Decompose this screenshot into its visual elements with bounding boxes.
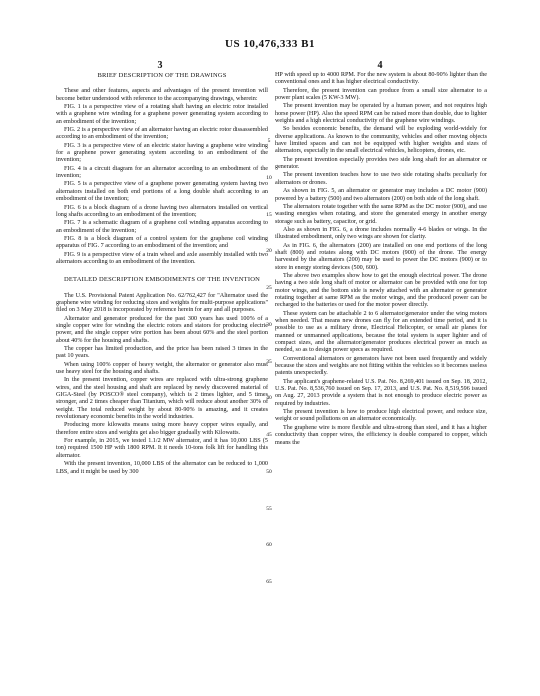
figure-description: FIG. 8 is a block diagram of a control system for the graphene coil winding apparatus of FIG. 7 according to an embodiment of the invention; and: [56, 235, 268, 250]
figure-description: FIG. 5 is a perspective view of a graphene power generating system having two alternators installed on both end portions of a long double shaft according to an embodiment of the invention;: [56, 181, 268, 203]
section-heading-drawings: BRIEF DESCRIPTION OF THE DRAWINGS: [97, 72, 227, 79]
line-number: 55: [266, 506, 272, 512]
paragraph: The alternators rotate together with the same RPM as the DC motor (900), and use wasting energies when rotating, and store the generated energy in another energy storage such as battery, capacitor, or grid.: [275, 203, 487, 225]
paragraph: The present invention teaches how to use two side rotating shafts peculiarly for alternators or drones.: [275, 172, 487, 186]
paragraph: Producing more kilowatts means using more heavy copper wires equally, and therefore entire sizes and weights get also bigger gradually with Kilowatts.: [56, 422, 268, 436]
line-number: 30: [266, 322, 272, 328]
figure-description: FIG. 7 is a schematic diagram of a graphene coil winding apparatus according to an embodiment of the invention;: [56, 220, 268, 234]
line-number: 50: [266, 469, 272, 475]
patent-number: US 10,476,333 B1: [225, 38, 315, 50]
paragraph: The graphene wire is more flexible and ultra-strong than steel, and it has a higher conductivity than copper wires, the efficiency is double compared to copper, which means the: [275, 424, 487, 446]
line-number: 25: [266, 285, 272, 291]
section-heading-detailed: DETAILED DESCRIPTION EMBODIMENTS OF THE INVENTION: [63, 276, 261, 284]
paragraph: The present invention may be operated by a human power, and not requires high horse power (HP). Also the speed RPM can be raised more than double, due to lighter weights and a high electrical conductivity of the graphene wire windings.: [275, 103, 487, 125]
left-column: [56, 72, 268, 477]
paragraph: In the present invention, copper wires are replaced with ultra-strong graphene wires, and the steel housing and shaft are replaced by newly discovered material of GIGA-Steel (by POSCO® steel company), which is 2 times lighter, and 5 times stronger, and 2 times cheaper than Titanium, which will reduce about another 30% of weight. The total reduced weight by about 80-90% is amazing, and it creates revolutionary economic benefits in the world industries.: [56, 377, 268, 421]
figure-description: FIG. 3 is a perspective view of an electric stator having a graphene wire winding for a graphene power generating system according to an embodiment of the invention;: [56, 142, 268, 164]
column-number-left: 3: [157, 60, 163, 71]
line-number: 45: [266, 432, 272, 438]
column-number-right: 4: [377, 60, 383, 71]
paragraph: As in FIG. 6, the alternators (200) are installed on one end portions of the long shaft (800) and rotates along with DC motors (900) of the drone. The energy harvested by the alternators (200) may be used to power the DC motors (900) or to store in energy storing devices (500, 600).: [275, 242, 487, 271]
paragraph: The copper has limited production, and the price has been raised 3 times in the past 10 years.: [56, 346, 268, 360]
line-number: 10: [266, 175, 272, 181]
line-number: 5: [267, 138, 271, 144]
line-number: 65: [266, 579, 272, 585]
figure-description: FIG. 6 is a block diagram of a drone having two alternators installed on vertical long shafts according to an embodiment of the invention;: [56, 204, 268, 218]
paragraph: With the present invention, 10,000 LBS of the alternator can be reduced to 1,000 LBS, and it might be used by 300: [56, 461, 268, 475]
line-number: 15: [266, 212, 272, 218]
paragraph: Conventional alternators or generators have not been used frequently and widely because the sizes and weights are not fitting within the vehicles so it becomes useless patents unexpectedly.: [275, 355, 487, 377]
figure-description: FIG. 4 is a circuit diagram for an alternator according to an embodiment of the invention;: [56, 165, 268, 180]
paragraph: These and other features, aspects and advantages of the present invention will become better understood with reference to the accompanying drawings, wherein:: [56, 88, 268, 102]
paragraph: HP with speed up to 4000 RPM. For the new system is about 80-90% lighter than the conventional ones and it has higher electrical conductivity.: [275, 72, 487, 86]
right-column: [275, 72, 487, 448]
paragraph: The present invention especially provides two side long shaft for an alternator or generator.: [275, 156, 487, 171]
paragraph: So besides economic benefits, the demand will be exploding world-widely for diverse applications. As known to the community, vehicles and other moving objects have limited spaces and can not be equipped with higher weights and sizes of alternators, especially in the small electrical vehicles, helicopters, drones, etc.: [275, 126, 487, 155]
paragraph: For example, in 2015, we tested 1.1/2 MW alternator, and it has 10,000 LBS (5 ton) required 1500 HP with 1800 RPM. It it needs 10-tons folk lift for handling this alternator.: [56, 438, 268, 459]
figure-description: FIG. 1 is a perspective view of a rotating shaft having an electric rotor installed with a graphene wire winding for a graphene power generating system according to an embodiment of the invention;: [56, 104, 268, 125]
line-number: 40: [266, 395, 272, 401]
paragraph: Alternator and generator produced for the past 300 years has used 100% of a single copper wire for winding the electric rotors and stators for producing electric power, and the single copper wire portion has been about 60% and the steel portion about 40% for the housing and shafts.: [56, 315, 268, 344]
paragraph: The applicant's graphene-related U.S. Pat. No. 8,269,401 issued on Sep. 18, 2012, U.S. Pat. No. 8,536,760 issued on Sep. 17, 2013, and U.S. Pat. No. 8,519,596 issued on Aug. 27, 2013 provide a system that is not enough to produce electric power as required by industries.: [275, 378, 487, 407]
paragraph: The above two examples show how to get the enough electrical power. The drone having a two side long shaft of motor or alternator can be provided with one for top motor wings, and the bottom side is newly attached with an alternator or generator rotating together at same RPM as the motor wings, and the produced power can be recharged to the batteries or used for the motor power directly.: [275, 272, 487, 309]
paragraph: When using 100% copper of heavy weight, the alternator or generator also must use heavy steel for the housing and shafts.: [56, 361, 268, 376]
paragraph: Also as shown in FIG. 6, a drone includes normally 4-6 blades or wings. In the illustrated embodiment, only two wings are shown for clarity.: [275, 226, 487, 241]
paragraph: The present invention is how to produce high electrical power, and reduce size, weight or sound pollutions on an alternator economically.: [275, 409, 487, 423]
figure-description: FIG. 9 is a perspective view of a train wheel and axle assembly installed with two alternators according to an embodiment of the invention.: [56, 251, 268, 265]
line-number: 60: [266, 542, 272, 548]
paragraph: As shown in FIG. 5, an alternator or generator may includes a DC motor (900) powered by a battery (500) and two alternators (200) on both side of the long shaft.: [275, 188, 487, 202]
paragraph: These system can be attachable 2 to 6 alternator/generator under the wing motors when needed. That means new drones can fly for an extended time period, and it is possible to use as a military drone, Electrical Helicopter, or small air planes for manned or unmanned applications, because the total system is super lighter and of compact sizes, and the alternator/generator produces electrical power as much as needed, so as to design power specs as required.: [275, 310, 487, 354]
figure-description: FIG. 2 is a perspective view of an alternator having an electric rotor dissassembled according to an embodiment of the invention;: [56, 127, 268, 141]
line-number: 20: [266, 248, 272, 254]
paragraph: The U.S. Provisional Patent Application No. 62/762,427 for "Alternator used the graphene wire winding for reducing sizes and weights for multi-purpose applications" filed on 3 May 2018 is incorporated by reference herein for any and all purposes.: [56, 292, 268, 314]
paragraph: Therefore, the present invention can produce from a small size alternator to a power plant scales (5 KW-3 MW).: [275, 87, 487, 102]
line-number: 35: [266, 359, 272, 365]
